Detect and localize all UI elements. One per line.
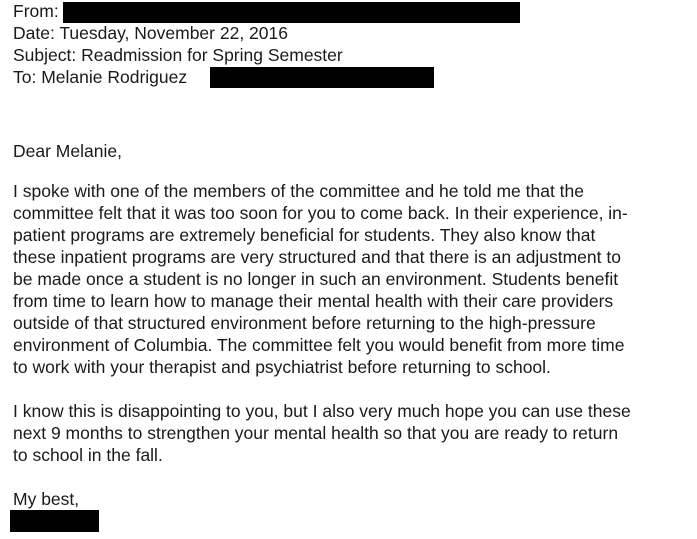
paragraph-line: these inpatient programs are very structured and that there is an adjustment to xyxy=(13,247,621,267)
to-line xyxy=(13,66,697,88)
paragraph-line: outside of that structured environment before returning to the high-pressure xyxy=(13,313,596,333)
from-label: From: xyxy=(13,1,59,21)
body-paragraph-2 xyxy=(13,400,697,466)
paragraph-line: committee felt that it was too soon for you to come back. In their experience, in- xyxy=(13,203,628,223)
paragraph-line: patient programs are extremely beneficial for students. They also know that xyxy=(13,225,596,245)
paragraph-line: environment of Columbia. The committee felt you would benefit from more time xyxy=(13,335,625,355)
paragraph-line: to school in the fall. xyxy=(13,445,163,465)
redacted-recipient-email xyxy=(210,67,434,88)
to-recipient: To: Melanie Rodriguez xyxy=(13,67,188,87)
paragraph-line: to work with your therapist and psychiatrist before returning to school. xyxy=(13,357,551,377)
paragraph-line: be made once a student is no longer in such an environment. Students benefit xyxy=(13,269,619,289)
from-line xyxy=(13,0,697,22)
body-paragraph-1 xyxy=(13,180,697,378)
email-message xyxy=(13,0,697,509)
paragraph-line: next 9 months to strengthen your mental health so that you are ready to return xyxy=(13,423,619,443)
signoff: My best, xyxy=(13,489,80,509)
paragraph-line: I know this is disappointing to you, but I also very much hope you can use these xyxy=(13,401,631,421)
date-line: Date: Tuesday, November 22, 2016 xyxy=(13,23,288,43)
paragraph-line: from time to learn how to manage their mental health with their care providers xyxy=(13,291,614,311)
paragraph-line: I spoke with one of the members of the committee and he told me that the xyxy=(13,181,585,201)
greeting: Dear Melanie, xyxy=(13,141,122,161)
subject-line: Subject: Readmission for Spring Semester xyxy=(13,45,343,65)
redacted-sender xyxy=(63,2,520,23)
redacted-signature xyxy=(10,510,99,532)
